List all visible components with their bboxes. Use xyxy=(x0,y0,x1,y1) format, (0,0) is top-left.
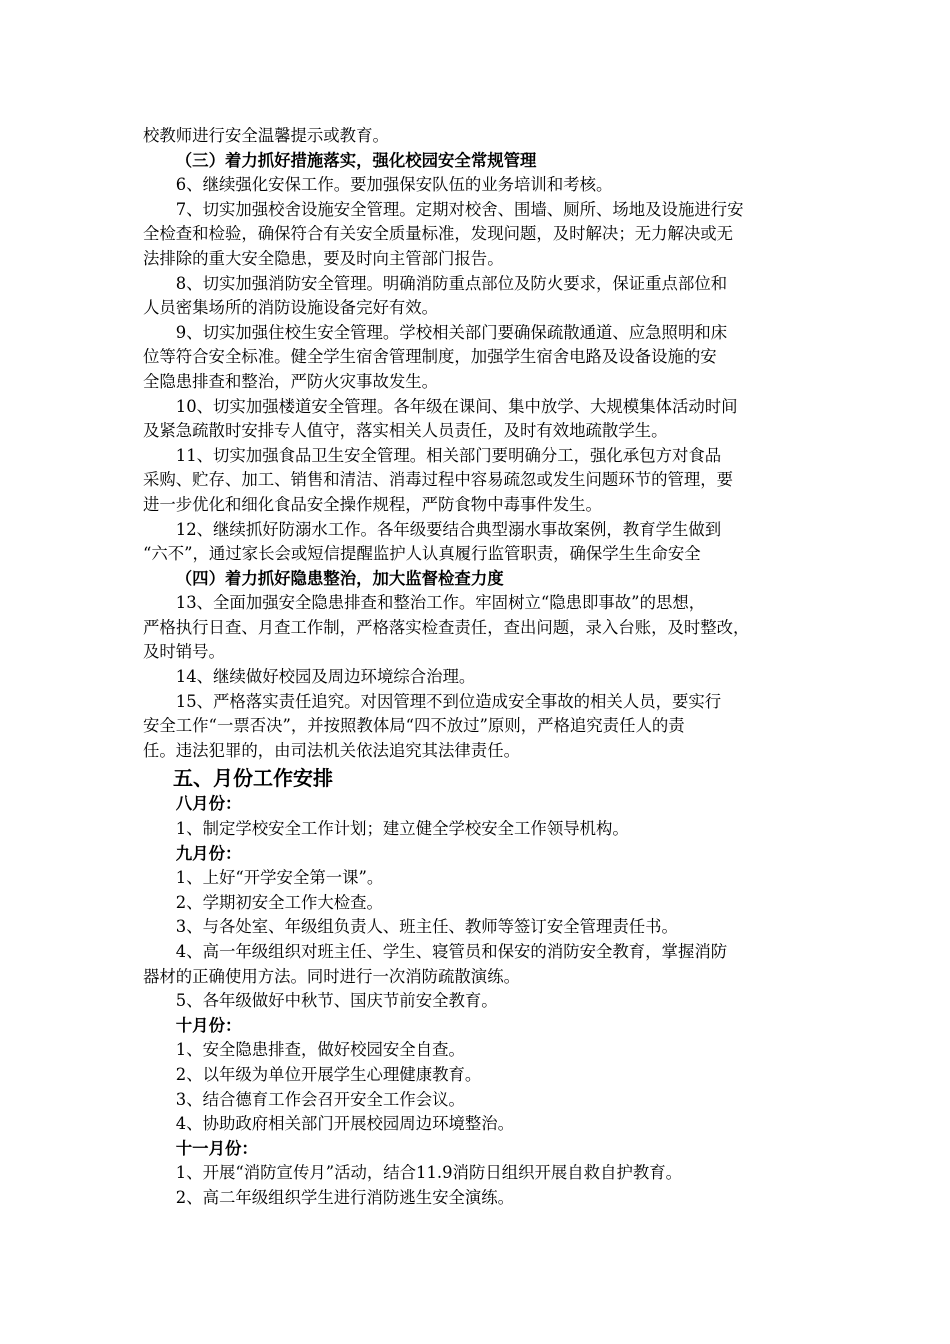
month-heading-october: 十月份： xyxy=(175,1015,242,1035)
paragraph-line: 安全工作“一票否决”，并按照教体局“四不放过”原则，严格追究责任人的责 xyxy=(143,716,685,736)
paragraph-line: 全检查和检验，确保符合有关安全质量标准，发现问题，及时解决；无力解决或无 xyxy=(143,224,734,244)
section-heading-4: （四）着力抓好隐患整治，加大监督检查力度 xyxy=(175,568,504,588)
paragraph-line: 11、切实加强食品卫生安全管理。相关部门要明确分工，强化承包方对食品 xyxy=(175,445,722,465)
month-heading-september: 九月份： xyxy=(175,843,242,863)
list-item: 3、结合德育工作会召开安全工作会议。 xyxy=(175,1089,465,1109)
paragraph-line: 15、严格落实责任追究。对因管理不到位造成安全事故的相关人员，要实行 xyxy=(175,691,722,711)
list-item: 5、各年级做好中秋节、国庆节前安全教育。 xyxy=(175,991,498,1011)
paragraph-line: 9、切实加强住校生安全管理。学校相关部门要确保疏散通道、应急照明和床 xyxy=(175,322,728,342)
section-heading-3: （三）着力抓好措施落实，强化校园安全常规管理 xyxy=(175,150,537,170)
list-item: 1、开展“消防宣传月”活动，结合11.9消防日组织开展自救自护教育。 xyxy=(175,1163,683,1183)
paragraph-line: 位等符合安全标准。健全学生宿舍管理制度，加强学生宿舍电路及设备设施的安 xyxy=(143,347,717,367)
paragraph-line: 任。违法犯罪的，由司法机关依法追究其法律责任。 xyxy=(143,740,520,760)
list-item: 3、与各处室、年级组负责人、班主任、教师等签订安全管理责任书。 xyxy=(175,917,678,937)
month-heading-november: 十一月份： xyxy=(175,1138,258,1158)
document-body xyxy=(143,124,813,1211)
month-heading-august: 八月份： xyxy=(175,794,242,814)
list-item: 2、高二年级组织学生进行消防逃生安全演练。 xyxy=(175,1187,515,1207)
list-item: 2、学期初安全工作大检查。 xyxy=(175,892,383,912)
list-item: 1、制定学校安全工作计划；建立健全学校安全工作领导机构。 xyxy=(175,819,629,839)
list-item: 2、以年级为单位开展学生心理健康教育。 xyxy=(175,1064,482,1084)
paragraph-line: 及时销号。 xyxy=(143,642,225,662)
paragraph-line: 14、继续做好校园及周边环境综合治理。 xyxy=(175,667,476,687)
paragraph-line: 6、继续强化安保工作。要加强保安队伍的业务培训和考核。 xyxy=(175,175,613,195)
list-item: 1、安全隐患排查，做好校园安全自查。 xyxy=(175,1040,465,1060)
paragraph-line: 校教师进行安全温馨提示或教育。 xyxy=(143,126,389,145)
list-item: 4、高一年级组织对班主任、学生、寝管员和保安的消防安全教育，掌握消防 xyxy=(175,942,728,961)
paragraph-line: 8、切实加强消防安全管理。明确消防重点部位及防火要求，保证重点部位和 xyxy=(175,273,728,293)
paragraph-line: 及紧急疏散时安排专人值守，落实相关人员责任，及时有效地疏散学生。 xyxy=(143,421,668,441)
list-item: 1、上好“开学安全第一课”。 xyxy=(175,868,384,888)
paragraph-line: 严格执行日查、月查工作制，严格落实检查责任，查出问题，录入台账，及时整改， xyxy=(143,617,750,637)
list-item: 器材的正确使用方法。同时进行一次消防疏散演练。 xyxy=(143,966,520,986)
paragraph-line: 进一步优化和细化食品安全操作规程，严防食物中毒事件发生。 xyxy=(143,494,602,514)
section-heading-5: 五、月份工作安排 xyxy=(173,766,333,791)
paragraph-line: 全隐患排查和整治，严防火灾事故发生。 xyxy=(143,371,439,391)
paragraph-line: “六不”，通过家长会或短信提醒监护人认真履行监管职责，确保学生生命安全 xyxy=(143,544,701,564)
paragraph-line: 人员密集场所的消防设施设备完好有效。 xyxy=(143,298,439,318)
paragraph-line: 采购、贮存、加工、销售和清洁、消毒过程中容易疏忽或发生问题环节的管理，要 xyxy=(143,470,734,490)
paragraph-line: 10、切实加强楼道安全管理。各年级在课间、集中放学、大规模集体活动时间 xyxy=(175,396,738,416)
paragraph-line: 13、全面加强安全隐患排查和整治工作。牢固树立“隐患即事故”的思想， xyxy=(175,593,706,613)
list-item: 4、协助政府相关部门开展校园周边环境整治。 xyxy=(175,1114,515,1134)
paragraph-line: 法排除的重大安全隐患，要及时向主管部门报告。 xyxy=(143,248,504,268)
paragraph-line: 12、继续抓好防溺水工作。各年级要结合典型溺水事故案例，教育学生做到 xyxy=(175,519,722,539)
paragraph-line: 7、切实加强校舍设施安全管理。定期对校舍、围墙、厕所、场地及设施进行安 xyxy=(175,199,744,219)
